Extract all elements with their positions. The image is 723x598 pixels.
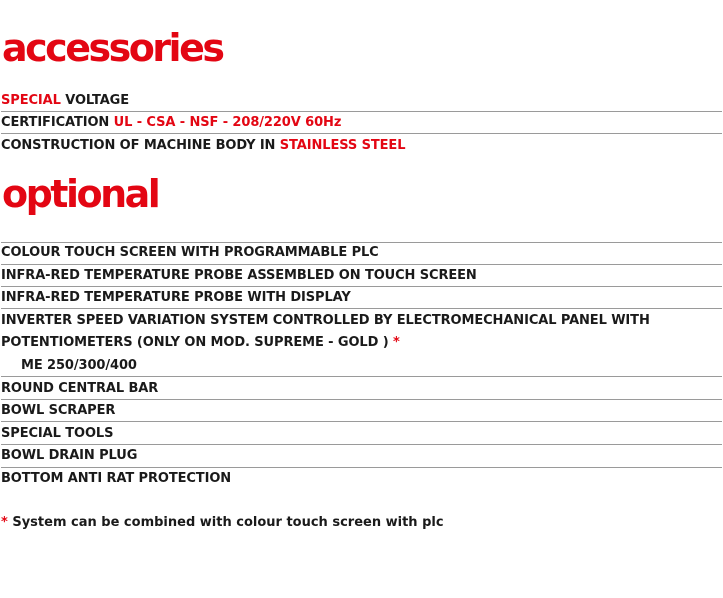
footnote (1, 515, 444, 531)
accessory-item-construction (1, 138, 722, 154)
optional-item: ROUND CENTRAL BAR (1, 381, 159, 396)
accessory-item-voltage (1, 93, 722, 109)
divider (1, 308, 722, 309)
divider (1, 399, 722, 400)
optional-heading: optional (2, 172, 159, 216)
optional-inverter-text: POTENTIOMETERS (ONLY ON MOD. SUPREME - GOLD ) (1, 335, 389, 350)
optional-item: BOWL DRAIN PLUG (1, 448, 138, 463)
divider (1, 444, 722, 445)
divider (1, 467, 722, 468)
optional-item: INFRA-RED TEMPERATURE PROBE WITH DISPLAY (1, 290, 351, 305)
accessory-certification-text: CERTIFICATION (1, 115, 114, 130)
divider (1, 242, 722, 243)
optional-item-inverter-line2 (1, 335, 722, 351)
accessory-construction-highlight: STAINLESS STEEL (279, 138, 406, 153)
accessory-voltage-highlight: SPECIAL (1, 93, 61, 108)
accessory-construction-text: CONSTRUCTION OF MACHINE BODY IN (1, 138, 280, 153)
divider (1, 376, 722, 377)
accessories-heading: accessories (2, 26, 223, 70)
optional-item: INFRA-RED TEMPERATURE PROBE ASSEMBLED ON TOUCH SCREEN (1, 268, 477, 283)
divider (1, 111, 722, 112)
optional-item-inverter-line1: INVERTER SPEED VARIATION SYSTEM CONTROLLED BY ELECTROMECHANICAL PANEL WITH (1, 313, 650, 328)
optional-item: SPECIAL TOOLS (1, 426, 114, 441)
accessory-certification-highlight: UL - CSA - NSF - 208/220V 60Hz (113, 115, 342, 130)
asterisk-marker: * (393, 335, 400, 350)
divider (1, 133, 722, 134)
optional-item: BOTTOM ANTI RAT PROTECTION (1, 471, 232, 486)
footnote-text: System can be combined with colour touch screen with plc (12, 515, 444, 530)
accessory-voltage-text: VOLTAGE (60, 93, 130, 108)
optional-item: BOWL SCRAPER (1, 403, 116, 418)
divider (1, 264, 722, 265)
footnote-asterisk: * (1, 515, 8, 530)
divider (1, 421, 722, 422)
divider (1, 286, 722, 287)
optional-item: COLOUR TOUCH SCREEN WITH PROGRAMMABLE PLC (1, 245, 379, 260)
accessory-item-certification (1, 115, 722, 131)
optional-item-models: ME 250/300/400 (21, 358, 137, 373)
